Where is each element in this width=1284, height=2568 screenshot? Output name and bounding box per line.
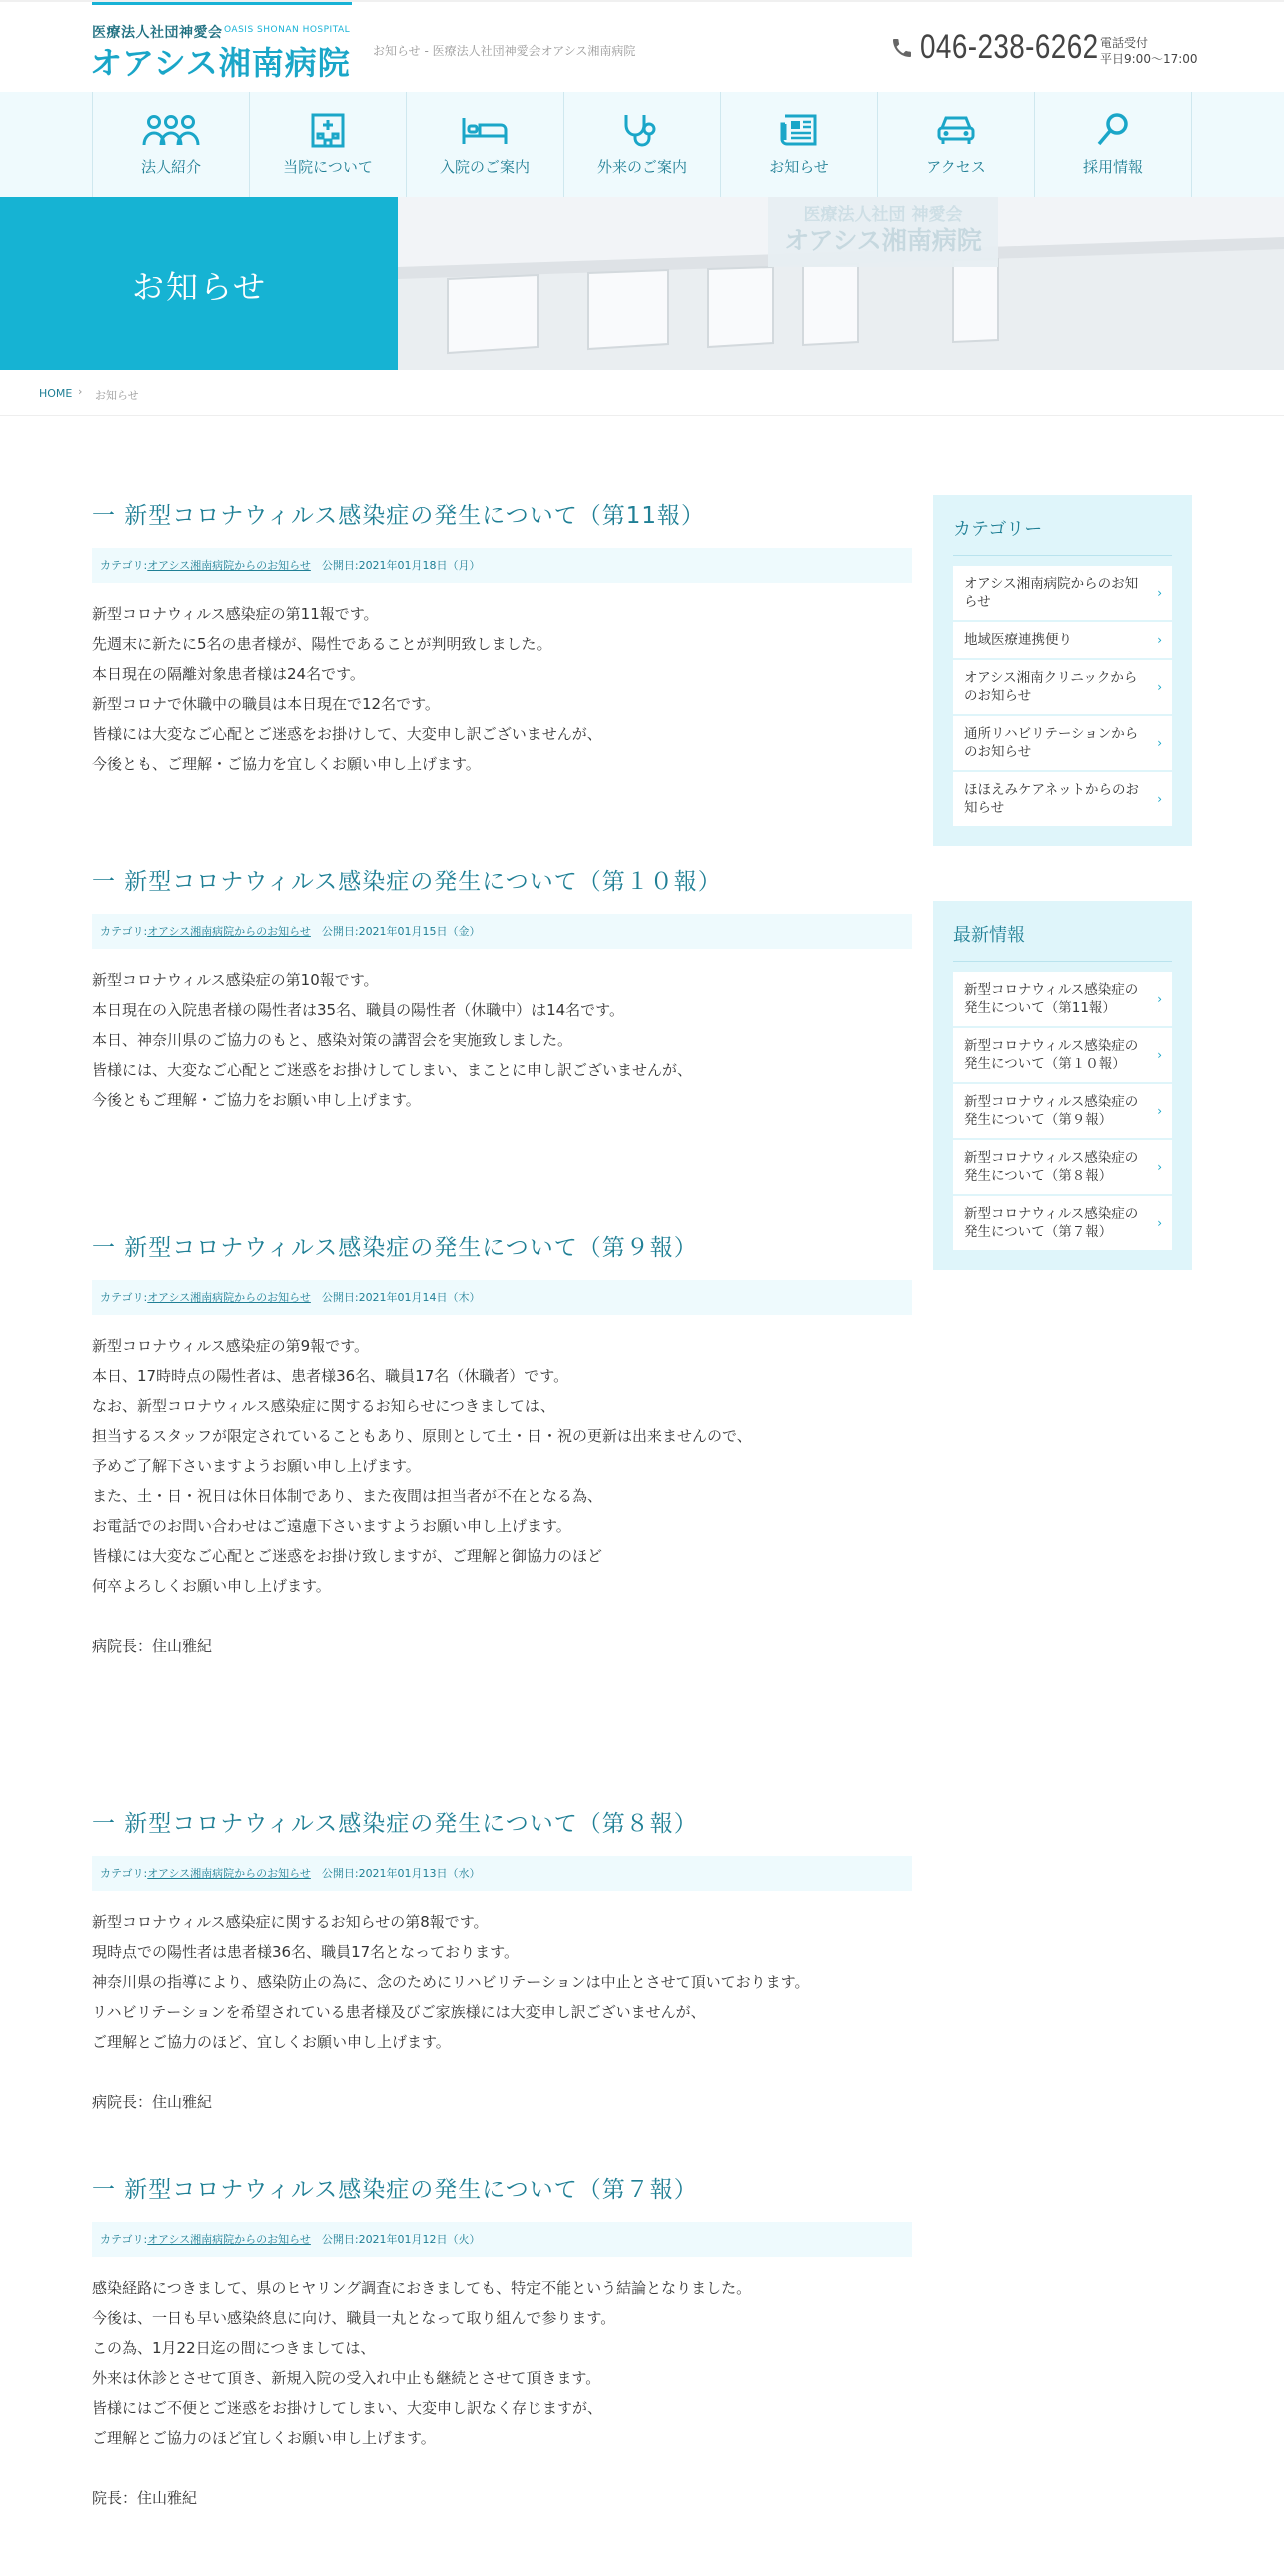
chevron-right-icon: ›: [1157, 992, 1162, 1006]
sidebar-recent-item-label: 新型コロナウィルス感染症の発生について（第11報）: [964, 982, 1139, 1016]
people-icon: [141, 112, 201, 148]
post-body-line: [92, 1601, 912, 1631]
post-category-label: カテゴリ:: [100, 1291, 148, 1304]
sidebar-categories-title: カテゴリー: [953, 515, 1172, 556]
chevron-right-icon: ›: [1157, 633, 1162, 647]
sidebar-category-item-label: 地域医療連携便り: [964, 632, 1072, 648]
hero-title-box: [0, 197, 398, 370]
post-meta: [92, 548, 912, 583]
chevron-right-icon: ›: [1157, 1216, 1162, 1230]
post-category-link[interactable]: オアシス湘南病院からのお知らせ: [147, 1291, 311, 1304]
post-date: 公開日:2021年01月13日（水）: [321, 1867, 481, 1880]
post-body-line: ご理解とご協力のほど宜しくお願い申し上げます。: [92, 2429, 436, 2447]
site-header: [0, 0, 1284, 92]
post-date: 公開日:2021年01月14日（木）: [321, 1291, 481, 1304]
sidebar-recent-item[interactable]: [953, 1084, 1172, 1138]
chevron-right-icon: ›: [1157, 1048, 1162, 1062]
logo-corp-name[interactable]: 医療法人社団神愛会: [92, 25, 223, 41]
post-meta: [92, 1280, 912, 1315]
sidebar-recent-item-label: 新型コロナウィルス感染症の発生について（第９報）: [964, 1094, 1139, 1128]
post-body: [92, 599, 912, 779]
post-body-line: 本日現在の隔離対象患者様は24名です。: [92, 665, 365, 683]
hospital-building-image: [398, 197, 1284, 370]
post-body-line: 皆様には大変なご心配とご迷惑をお掛けして、大変申し訳ございませんが、: [92, 725, 602, 743]
phone-hours-label: 電話受付: [1100, 36, 1149, 50]
post-body: [92, 2273, 912, 2513]
post-body-line: 新型コロナウィルス感染症の第10報です。: [92, 971, 379, 989]
chevron-right-icon: ›: [78, 385, 83, 398]
phone-icon: [890, 36, 914, 60]
post-date: 公開日:2021年01月18日（月）: [321, 559, 481, 572]
post-category-link[interactable]: オアシス湘南病院からのお知らせ: [147, 925, 311, 938]
post-body-line: 病院長：住山雅紀: [92, 2093, 213, 2111]
post-body-line: 今後ともご理解・ご協力をお願い申し上げます。: [92, 1091, 421, 1109]
page-title: お知らせ: [132, 268, 268, 306]
post-body-line: 予めご了解下さいますようお願い申し上げます。: [92, 1457, 421, 1475]
chevron-right-icon: ›: [1157, 736, 1162, 750]
post-meta: [92, 2222, 912, 2257]
hospital-icon: [308, 112, 348, 148]
sidebar-category-item-label: ほほえみケアネットからのお知らせ: [964, 782, 1139, 816]
nav-label: お知らせ: [769, 158, 829, 176]
page-hero: [0, 197, 1284, 370]
nav-label: 外来のご案内: [596, 158, 687, 176]
post-body-line: 皆様には大変なご心配とご迷惑をお掛け致しますが、ご理解と御協力のほど: [92, 1547, 603, 1565]
chevron-right-icon: ›: [1157, 1160, 1162, 1174]
sidebar-recent: [933, 901, 1192, 1270]
breadcrumb-current: お知らせ: [95, 389, 139, 402]
post-body-line: なお、新型コロナウィルス感染症に関するお知らせにつきましては、: [92, 1397, 555, 1415]
post-title[interactable]: 一 新型コロナウィルス感染症の発生について（第９報）: [92, 1235, 698, 1261]
post-body-line: 今後とも、ご理解・ご協力を宜しくお願い申し上げます。: [92, 755, 481, 773]
sidebar-category-item-label: オアシス湘南病院からのお知らせ: [964, 576, 1139, 610]
post-category-link[interactable]: オアシス湘南病院からのお知らせ: [147, 559, 311, 572]
global-nav: [0, 92, 1284, 197]
post-category-link[interactable]: オアシス湘南病院からのお知らせ: [147, 2233, 311, 2246]
post-date: 公開日:2021年01月15日（金）: [321, 925, 481, 938]
hero-sign-name: オアシス湘南病院: [784, 226, 982, 255]
post-body-line: 新型コロナウィルス感染症の第9報です。: [92, 1337, 369, 1355]
phone-hours-time: 平日9:00～17:00: [1100, 52, 1198, 66]
post-title[interactable]: 一 新型コロナウィルス感染症の発生について（第11報）: [92, 503, 706, 529]
post-category-label: カテゴリ:: [100, 1867, 148, 1880]
post-body: [92, 1907, 912, 2117]
post-body-line: 何卒よろしくお願い申し上げます。: [92, 1577, 331, 1595]
post-body-line: 神奈川県の指導により、感染防止の為に、念のためにリハビリテーションは中止とさせて頂いております。: [92, 1973, 810, 1991]
post-body-line: 本日、17時時点の陽性者は、患者様36名、職員17名（休職者）です。: [92, 1367, 569, 1385]
logo-hospital-name[interactable]: オアシス湘南病院: [90, 44, 351, 82]
sidebar-category-item-label: 通所リハビリテーションからのお知らせ: [964, 726, 1139, 760]
sidebar-category-item-label: オアシス湘南クリニックからのお知らせ: [964, 670, 1138, 704]
post-category-link[interactable]: オアシス湘南病院からのお知らせ: [147, 1867, 311, 1880]
post-body-line: リハビリテーションを希望されている患者様及びご家族様には大変申し訳ございませんが、: [92, 2003, 706, 2021]
nav-label: 法人紹介: [140, 158, 201, 176]
sidebar-category-item[interactable]: [953, 622, 1172, 658]
sidebar-recent-item[interactable]: [953, 972, 1172, 1026]
bed-icon: [460, 112, 510, 148]
header-description: お知らせ - 医療法人社団神愛会オアシス湘南病院: [373, 44, 636, 58]
post-category-label: カテゴリ:: [100, 559, 148, 572]
nav-label: 当院について: [283, 158, 373, 176]
post-meta: [92, 1856, 912, 1891]
logo-accent-bar: [92, 2, 352, 5]
post-body-line: 現時点での陽性者は患者様36名、職員17名となっております。: [92, 1943, 519, 1961]
news-post: [92, 1229, 912, 1661]
chevron-right-icon: ›: [1157, 680, 1162, 694]
post-body: [92, 965, 912, 1115]
sidebar-categories: [933, 495, 1192, 846]
nav-item-about[interactable]: [250, 92, 407, 197]
sidebar-category-item[interactable]: [953, 716, 1172, 770]
post-title[interactable]: 一 新型コロナウィルス感染症の発生について（第８報）: [92, 1811, 698, 1837]
nav-item-recruit[interactable]: [1035, 92, 1192, 197]
news-post: [92, 1805, 912, 2117]
post-body-line: また、土・日・祝日は休日体制であり、また夜間は担当者が不在となる為、: [92, 1487, 603, 1505]
chevron-right-icon: ›: [1157, 1104, 1162, 1118]
post-title[interactable]: 一 新型コロナウィルス感染症の発生について（第１０報）: [92, 869, 722, 895]
nav-item-outpatient[interactable]: [564, 92, 721, 197]
chevron-right-icon: ›: [1157, 792, 1162, 806]
post-body-line: 感染経路につきまして、県のヒヤリング調査におきましても、特定不能という結論となりました。: [92, 2279, 752, 2297]
post-body-line: この為、1月22日迄の間につきましては、: [92, 2339, 376, 2357]
nav-item-corporation[interactable]: [93, 92, 250, 197]
post-body-line: 皆様には、大変なご心配とご迷惑をお掛けしてしまい、まことに申し訳ございませんが、: [92, 1061, 693, 1079]
phone-number[interactable]: 046-238-6262: [920, 28, 1099, 66]
sidebar-recent-item[interactable]: [953, 1028, 1172, 1082]
post-body-line: 担当するスタッフが限定されていることもあり、原則として土・日・祝の更新は出来ませんので、: [92, 1427, 752, 1445]
sidebar-category-item[interactable]: [953, 772, 1172, 826]
chevron-right-icon: ›: [1157, 586, 1162, 600]
sidebar-category-item[interactable]: [953, 566, 1172, 620]
hero-sign-corp: 医療法人社団 神愛会: [803, 205, 963, 225]
post-body-line: 本日現在の入院患者様の陽性者は35名、職員の陽性者（休職中）は14名です。: [92, 1001, 624, 1019]
sidebar-recent-item-label: 新型コロナウィルス感染症の発生について（第７報）: [964, 1206, 1139, 1240]
sidebar-recent-item-label: 新型コロナウィルス感染症の発生について（第８報）: [964, 1150, 1139, 1184]
post-body-line: 本日、神奈川県のご協力のもと、感染対策の講習会を実施致しました。: [92, 1031, 573, 1049]
magnifier-icon: [1093, 112, 1133, 148]
post-body-line: 院長：住山雅紀: [92, 2489, 198, 2507]
breadcrumb: [0, 370, 1284, 416]
post-body-line: 外来は休診とさせて頂き、新規入院の受入れ中止も継続とさせて頂きます。: [92, 2369, 601, 2387]
nav-item-news[interactable]: [721, 92, 878, 197]
post-meta: [92, 914, 912, 949]
sidebar-category-item[interactable]: [953, 660, 1172, 714]
sidebar-recent-title: 最新情報: [953, 921, 1172, 962]
post-body-line: 新型コロナで休職中の職員は本日現在で12名です。: [92, 695, 440, 713]
post-body-line: 先週末に新たに5名の患者様が、陽性であることが判明致しました。: [92, 635, 552, 653]
nav-label: アクセス: [926, 158, 986, 176]
post-body-line: 今後は、一日も早い感染終息に向け、職員一丸となって取り組んで参ります。: [92, 2309, 616, 2327]
post-body-line: 新型コロナウィルス感染症に関するお知らせの第8報です。: [92, 1913, 489, 1931]
post-category-label: カテゴリ:: [100, 925, 148, 938]
post-body-line: 新型コロナウィルス感染症の第11報です。: [92, 605, 379, 623]
sidebar-recent-item-label: 新型コロナウィルス感染症の発生について（第１０報）: [964, 1038, 1139, 1072]
news-post: [92, 2171, 912, 2513]
newspaper-icon: [777, 112, 821, 148]
post-body-line: 病院長：住山雅紀: [92, 1637, 213, 1655]
post-body-line: ご理解とご協力のほど、宜しくお願い申し上げます。: [92, 2033, 451, 2051]
post-category-label: カテゴリ:: [100, 2233, 148, 2246]
post-body-line: お電話でのお問い合わせはご遠慮下さいますようお願い申し上げます。: [92, 1517, 571, 1535]
logo-english-name[interactable]: OASIS SHONAN HOSPITAL: [224, 25, 351, 35]
sidebar-recent-item[interactable]: [953, 1196, 1172, 1250]
stethoscope-icon: [620, 112, 664, 148]
breadcrumb-home-link[interactable]: HOME: [39, 387, 73, 400]
sidebar-recent-item[interactable]: [953, 1140, 1172, 1194]
post-body-line: 皆様にはご不便とご迷惑をお掛けしてしまい、大変申し訳なく存じますが、: [92, 2399, 603, 2417]
phone-hours: [1100, 35, 1198, 67]
post-body-line: [92, 2057, 912, 2087]
post-date: 公開日:2021年01月12日（火）: [321, 2233, 481, 2246]
nav-label: 採用情報: [1082, 158, 1143, 176]
nav-item-inpatient[interactable]: [407, 92, 564, 197]
post-body: [92, 1331, 912, 1661]
post-body-line: [92, 2453, 912, 2483]
post-title[interactable]: 一 新型コロナウィルス感染症の発生について（第７報）: [92, 2177, 698, 2203]
news-post: [92, 497, 912, 779]
news-post: [92, 863, 912, 1115]
nav-item-access[interactable]: [878, 92, 1035, 197]
nav-label: 入院のご案内: [439, 158, 530, 176]
car-icon: [934, 112, 978, 148]
